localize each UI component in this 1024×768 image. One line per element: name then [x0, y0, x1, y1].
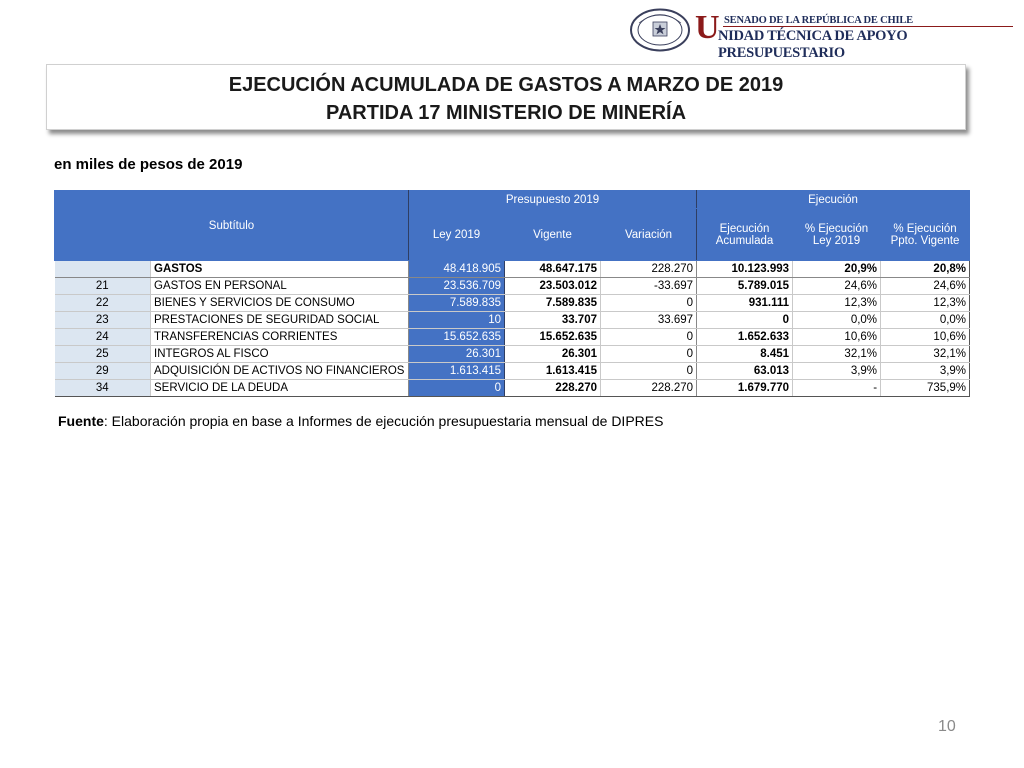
cell-ejecucion: 931.111 — [697, 295, 793, 312]
col-pct-vigente: % Ejecución Ppto. Vigente — [881, 209, 970, 261]
table-row — [55, 380, 970, 397]
cell-pct-ley: 24,6% — [793, 278, 881, 295]
cell-vigente: 15.652.635 — [505, 329, 601, 346]
cell-pct-vigente: 12,3% — [881, 295, 970, 312]
cell-name: GASTOS — [151, 261, 409, 278]
cell-ley: 48.418.905 — [409, 261, 505, 278]
source-note — [58, 413, 663, 429]
cell-pct-ley: 20,9% — [793, 261, 881, 278]
cell-pct-ley: 0,0% — [793, 312, 881, 329]
page-title: EJECUCIÓN ACUMULADA DE GASTOS A MARZO DE 2019 — [228, 74, 784, 96]
cell-ley: 1.613.415 — [409, 363, 505, 380]
table-row — [55, 346, 970, 363]
cell-ejecucion: 8.451 — [697, 346, 793, 363]
budget-execution-table — [54, 190, 970, 397]
cell-vigente: 7.589.835 — [505, 295, 601, 312]
cell-ejecucion: 63.013 — [697, 363, 793, 380]
col-ley: Ley 2019 — [409, 209, 505, 261]
cell-pct-vigente: 20,8% — [881, 261, 970, 278]
header-ejecucion: Ejecución — [697, 191, 970, 209]
cell-vigente: 228.270 — [505, 380, 601, 397]
table-row — [55, 312, 970, 329]
table-row — [55, 278, 970, 295]
cell-ley: 26.301 — [409, 346, 505, 363]
cell-variacion: 0 — [601, 329, 697, 346]
col-vigente: Vigente — [505, 209, 601, 261]
cell-variacion: 33.697 — [601, 312, 697, 329]
cell-ley: 10 — [409, 312, 505, 329]
cell-vigente: 26.301 — [505, 346, 601, 363]
page-subtitle: PARTIDA 17 MINISTERIO DE MINERÍA — [325, 102, 687, 124]
cell-vigente: 33.707 — [505, 312, 601, 329]
cell-code: 34 — [55, 380, 151, 397]
cell-pct-vigente: 32,1% — [881, 346, 970, 363]
cell-code: 23 — [55, 312, 151, 329]
logo-senado-line: SENADO DE LA REPÚBLICA DE CHILE — [724, 15, 913, 26]
cell-variacion: -33.697 — [601, 278, 697, 295]
cell-name: PRESTACIONES DE SEGURIDAD SOCIAL — [151, 312, 409, 329]
logo-initial: U — [695, 9, 720, 46]
cell-variacion: 0 — [601, 346, 697, 363]
table-row — [55, 329, 970, 346]
cell-ley: 23.536.709 — [409, 278, 505, 295]
cell-code: 22 — [55, 295, 151, 312]
cell-ejecucion: 0 — [697, 312, 793, 329]
cell-pct-ley: - — [793, 380, 881, 397]
table-row — [55, 363, 970, 380]
header-presupuesto: Presupuesto 2019 — [409, 191, 697, 209]
cell-name: SERVICIO DE LA DEUDA — [151, 380, 409, 397]
cell-code: 29 — [55, 363, 151, 380]
cell-name: INTEGROS AL FISCO — [151, 346, 409, 363]
col-variacion: Variación — [601, 209, 697, 261]
cell-pct-vigente: 3,9% — [881, 363, 970, 380]
table-row — [55, 295, 970, 312]
cell-ley: 15.652.635 — [409, 329, 505, 346]
cell-pct-ley: 10,6% — [793, 329, 881, 346]
cell-code: 21 — [55, 278, 151, 295]
cell-name: ADQUISICIÓN DE ACTIVOS NO FINANCIEROS — [151, 363, 409, 380]
cell-ejecucion: 10.123.993 — [697, 261, 793, 278]
cell-variacion: 0 — [601, 295, 697, 312]
cell-vigente: 1.613.415 — [505, 363, 601, 380]
cell-vigente: 23.503.012 — [505, 278, 601, 295]
cell-pct-vigente: 24,6% — [881, 278, 970, 295]
logo-unidad-line: NIDAD TÉCNICA DE APOYO PRESUPUESTARIO — [718, 28, 908, 61]
col-ejecucion-acumulada: Ejecución Acumulada — [697, 209, 793, 261]
cell-pct-ley: 32,1% — [793, 346, 881, 363]
cell-ejecucion: 5.789.015 — [697, 278, 793, 295]
senado-seal-logo — [629, 8, 691, 52]
cell-ejecucion: 1.652.633 — [697, 329, 793, 346]
cell-name: TRANSFERENCIAS CORRIENTES — [151, 329, 409, 346]
cell-name: GASTOS EN PERSONAL — [151, 278, 409, 295]
table-row — [55, 261, 970, 278]
cell-pct-ley: 3,9% — [793, 363, 881, 380]
col-pct-ley: % Ejecución Ley 2019 — [793, 209, 881, 261]
header-subtitulo: Subtítulo — [55, 191, 409, 261]
cell-pct-vigente: 10,6% — [881, 329, 970, 346]
logo-divider — [723, 26, 1013, 27]
cell-name: BIENES Y SERVICIOS DE CONSUMO — [151, 295, 409, 312]
title-box — [46, 64, 966, 130]
cell-variacion: 228.270 — [601, 261, 697, 278]
cell-ley: 7.589.835 — [409, 295, 505, 312]
cell-ejecucion: 1.679.770 — [697, 380, 793, 397]
units-label: en miles de pesos de 2019 — [54, 156, 243, 173]
cell-variacion: 0 — [601, 363, 697, 380]
source-text: : Elaboración propia en base a Informes de ejecución presupuestaria mensual de DIPRES — [103, 413, 664, 429]
cell-vigente: 48.647.175 — [505, 261, 601, 278]
cell-code — [55, 261, 151, 278]
cell-ley: 0 — [409, 380, 505, 397]
cell-pct-vigente: 735,9% — [881, 380, 970, 397]
cell-pct-ley: 12,3% — [793, 295, 881, 312]
source-label: Fuente — [58, 413, 104, 429]
cell-variacion: 228.270 — [601, 380, 697, 397]
page-number: 10 — [938, 718, 956, 735]
cell-pct-vigente: 0,0% — [881, 312, 970, 329]
cell-code: 25 — [55, 346, 151, 363]
cell-code: 24 — [55, 329, 151, 346]
